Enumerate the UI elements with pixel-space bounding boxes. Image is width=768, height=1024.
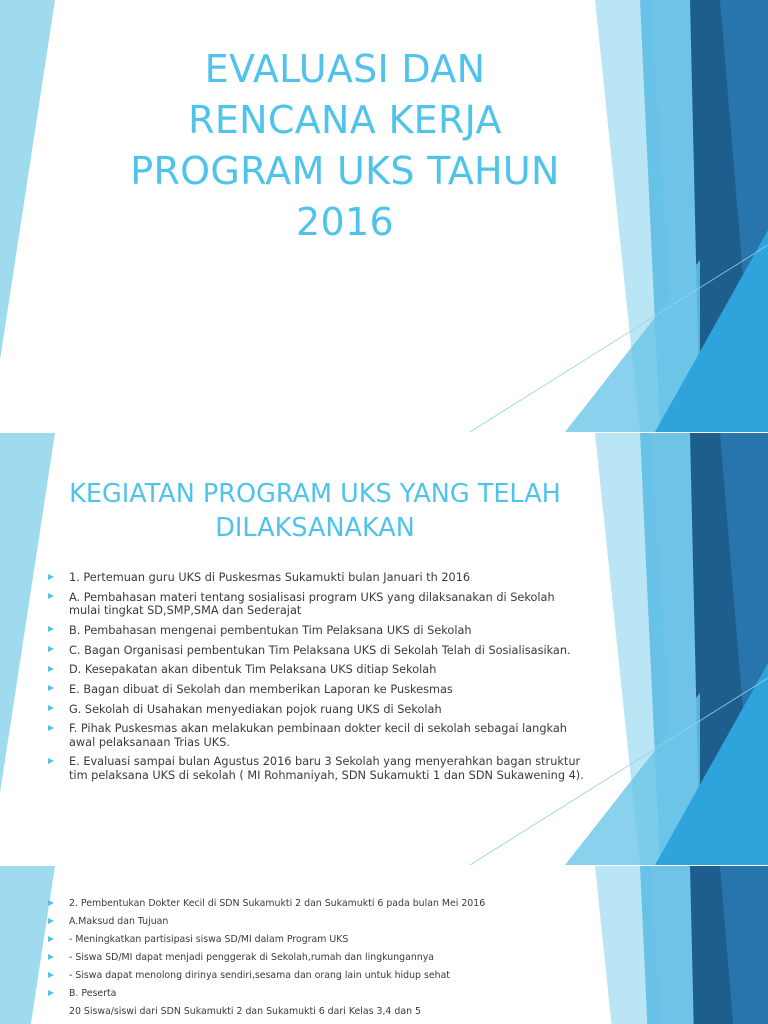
list-item: 1. Pertemuan guru UKS di Puskesmas Sukamukti bulan Januari th 2016 [48,571,588,584]
left-wedge [0,433,55,793]
content-slide [0,433,768,865]
bullet-arrow-icon [48,954,54,960]
title-slide [0,0,768,432]
left-wedge [0,0,55,360]
bullet-arrow-icon [48,626,54,632]
bullet-arrow-icon [48,900,54,906]
slide-title: KEGIATAN PROGRAM UKS YANG TELAH DILAKSANAKAN [69,479,561,543]
content-slide-partial [0,866,768,1024]
bullet-arrow-icon [48,705,54,711]
bullet-arrow-icon [48,685,54,691]
bullet-arrow-icon [48,646,54,652]
bullet-arrow-icon [48,666,54,672]
list-item: 20 Siswa/siswi dari SDN Sukamukti 2 dan Sukamukti 6 dari Kelas 3,4 dan 5 [69,1006,421,1017]
left-wedge [0,866,55,1024]
bullet-arrow-icon [48,972,54,978]
list-item: E. Bagan dibuat di Sekolah dan memberikan Laporan ke Puskesmas [48,683,588,696]
list-item: - Siswa SD/MI dapat menjadi penggerak di Sekolah,rumah dan lingkungannya [48,952,588,963]
bullet-arrow-icon [48,725,54,731]
bullet-list [48,898,588,1024]
bullet-arrow-icon [48,574,54,580]
bullet-arrow-icon [48,593,54,599]
list-item: C. Bagan Organisasi pembentukan Tim Pelaksana UKS di Sekolah Telah di Sosialisasikan. [48,644,588,657]
bullet-arrow-icon [48,936,54,942]
list-item: D. Kesepakatan akan dibentuk Tim Pelaksana UKS ditiap Sekolah [48,663,588,676]
list-item: - Meningkatkan partisipasi siswa SD/MI dalam Program UKS [48,934,588,945]
list-item: B. Peserta [48,988,588,999]
bullet-list [48,571,588,789]
list-item: A. Pembahasan materi tentang sosialisasi program UKS yang dilaksanakan di Sekolah mulai tingkat SD,SMP,SMA dan Sederajat [48,591,588,618]
slide-title: EVALUASI DAN RENCANA KERJA PROGRAM UKS TAHUN 2016 [130,47,560,244]
list-item: B. Pembahasan mengenai pembentukan Tim Pelaksana UKS di Sekolah [48,624,588,637]
list-item: G. Sekolah di Usahakan menyediakan pojok ruang UKS di Sekolah [48,703,588,716]
list-item: E. Evaluasi sampai bulan Agustus 2016 baru 3 Sekolah yang menyerahkan bagan struktur tim pelaksana UKS di sekolah ( MI Rohmaniyah, SDN Sukamukti 1 dan SDN Sukawening 4). [48,755,588,782]
list-item: - Siswa dapat menolong dirinya sendiri,sesama dan orang lain untuk hidup sehat [48,970,588,981]
bullet-arrow-icon [48,990,54,996]
list-item: F. Pihak Puskesmas akan melakukan pembinaan dokter kecil di sekolah sebagai langkah awal pelaksanaan Trias UKS. [48,722,588,749]
list-item: A.Maksud dan Tujuan [48,916,588,927]
list-item: 2. Pembentukan Dokter Kecil di SDN Sukamukti 2 dan Sukamukti 6 pada bulan Mei 2016 [48,898,588,909]
bullet-arrow-icon [48,758,54,764]
bullet-arrow-icon [48,918,54,924]
